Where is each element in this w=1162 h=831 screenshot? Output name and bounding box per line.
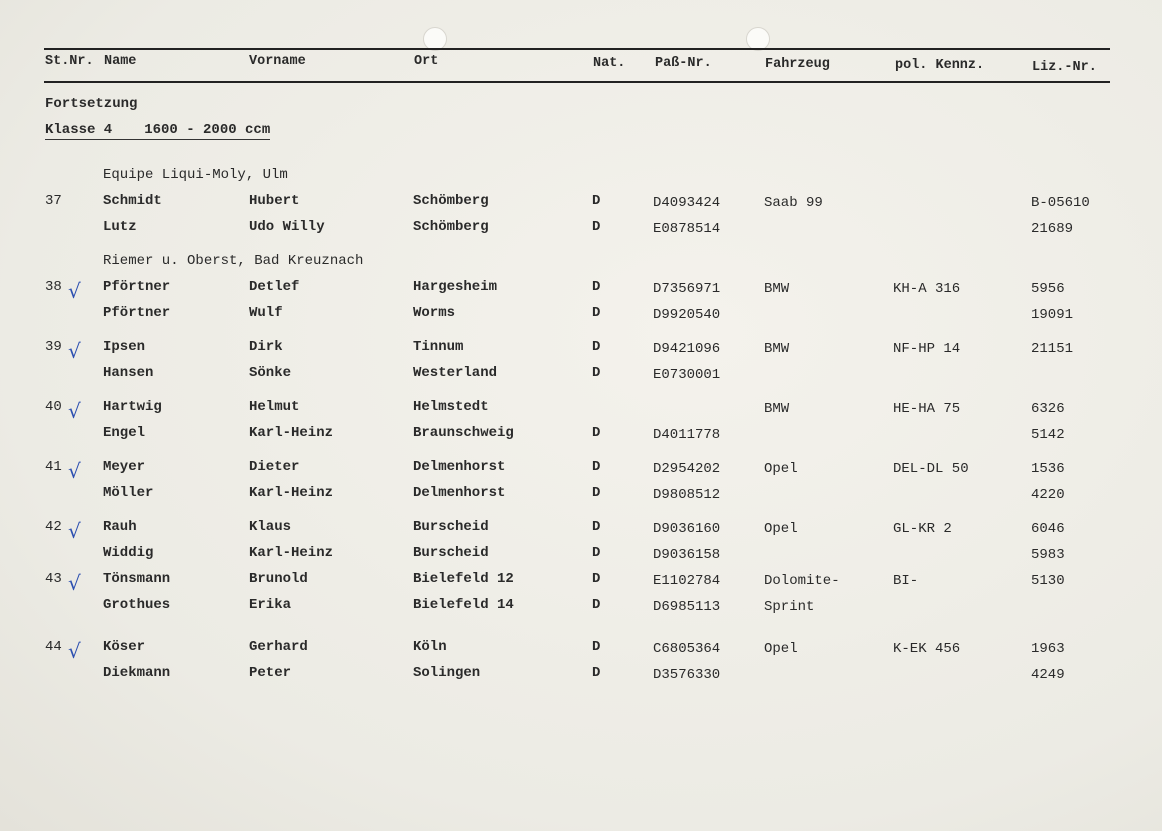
cell-fahrzeug: Sprint: [764, 599, 815, 615]
cell-nat: D: [592, 665, 601, 681]
cell-vorname: Detlef: [249, 279, 300, 295]
cell-liz: 5983: [1031, 547, 1065, 563]
cell-name: Ipsen: [103, 339, 146, 355]
cell-name: Engel: [103, 425, 146, 441]
cell-name: Grothues: [103, 597, 171, 613]
cell-vorname: Klaus: [249, 519, 292, 535]
cell-vorname: Peter: [249, 665, 292, 681]
cell-ort: Schömberg: [413, 219, 489, 235]
col-header-fahrzeug: Fahrzeug: [765, 57, 830, 72]
cell-pass: D9808512: [653, 487, 721, 503]
cell-vorname: Dirk: [249, 339, 283, 355]
cell-pass: C6805364: [653, 641, 721, 657]
cell-nat: D: [592, 305, 601, 321]
cell-liz: 4220: [1031, 487, 1065, 503]
cell-vorname: Dieter: [249, 459, 300, 475]
cell-liz: 4249: [1031, 667, 1065, 683]
cell-fahrzeug: BMW: [764, 341, 790, 357]
cell-nat: D: [592, 219, 601, 235]
cell-nat: D: [592, 571, 601, 587]
checkmark-icon: √: [68, 279, 81, 303]
cell-name: Diekmann: [103, 665, 171, 681]
checkmark-icon: √: [68, 339, 81, 363]
cell-nat: D: [592, 279, 601, 295]
cell-name: Schmidt: [103, 193, 162, 209]
cell-pass: D9036160: [653, 521, 721, 537]
cell-pass: D9421096: [653, 341, 721, 357]
cell-nat: D: [592, 459, 601, 475]
cell-pass: D9920540: [653, 307, 721, 323]
col-header-pass: Paß-Nr.: [655, 56, 712, 71]
cell-liz: 6046: [1031, 521, 1065, 537]
cell-ort: Tinnum: [413, 339, 464, 355]
checkmark-icon: √: [68, 639, 81, 663]
cell-ort: Solingen: [413, 665, 481, 681]
cell-name: Lutz: [103, 219, 137, 235]
cell-name: Widdig: [103, 545, 154, 561]
cell-nat: D: [592, 545, 601, 561]
header-bottom-rule: [44, 81, 1110, 83]
col-header-stnr: St.Nr.: [45, 54, 94, 69]
cell-fahrzeug: Saab 99: [764, 195, 823, 211]
cell-kennz: KH-A 316: [893, 281, 961, 297]
cell-kennz: GL-KR 2: [893, 521, 952, 537]
cell-pass: D2954202: [653, 461, 721, 477]
col-header-ort: Ort: [414, 54, 439, 69]
cell-liz: 5956: [1031, 281, 1065, 297]
cell-pass: D6985113: [653, 599, 721, 615]
cell-stnr: 44: [45, 639, 62, 655]
cell-liz: 1536: [1031, 461, 1065, 477]
cell-nat: D: [592, 425, 601, 441]
cell-stnr: 43: [45, 571, 62, 587]
cell-name: Möller: [103, 485, 154, 501]
cell-ort: Delmenhorst: [413, 459, 506, 475]
cell-fahrzeug: Opel: [764, 641, 798, 657]
cell-pass: E1102784: [653, 573, 721, 589]
continuation-label: Fortsetzung: [45, 96, 138, 112]
cell-kennz: DEL-DL 50: [893, 461, 969, 477]
cell-name: Hartwig: [103, 399, 162, 415]
cell-vorname: Sönke: [249, 365, 292, 381]
cell-ort: Helmstedt: [413, 399, 489, 415]
cell-vorname: Erika: [249, 597, 292, 613]
class-range: 1600 - 2000 ccm: [144, 122, 271, 138]
cell-ort: Schömberg: [413, 193, 489, 209]
class-heading: [45, 122, 270, 140]
col-header-name: Name: [104, 54, 137, 69]
cell-ort: Burscheid: [413, 519, 489, 535]
cell-name: Pförtner: [103, 279, 171, 295]
cell-pass: D3576330: [653, 667, 721, 683]
team-name: Riemer u. Oberst, Bad Kreuznach: [103, 253, 364, 269]
cell-stnr: 37: [45, 193, 62, 209]
cell-pass: E0730001: [653, 367, 721, 383]
col-header-nat: Nat.: [593, 56, 626, 71]
cell-nat: D: [592, 339, 601, 355]
col-header-vorname: Vorname: [249, 54, 306, 69]
cell-pass: D4093424: [653, 195, 721, 211]
cell-name: Meyer: [103, 459, 146, 475]
cell-pass: D4011778: [653, 427, 721, 443]
col-header-liz: Liz.-Nr.: [1032, 60, 1097, 75]
checkmark-icon: √: [68, 571, 81, 595]
cell-name: Tönsmann: [103, 571, 171, 587]
col-header-kennz: pol. Kennz.: [895, 58, 985, 73]
cell-fahrzeug: Opel: [764, 521, 798, 537]
cell-ort: Köln: [413, 639, 447, 655]
cell-stnr: 41: [45, 459, 62, 475]
cell-liz: 5130: [1031, 573, 1065, 589]
team-name: Equipe Liqui-Moly, Ulm: [103, 167, 288, 183]
cell-name: Pförtner: [103, 305, 171, 321]
checkmark-icon: √: [68, 519, 81, 543]
class-name: Klasse 4: [45, 122, 113, 138]
cell-vorname: Wulf: [249, 305, 283, 321]
cell-ort: Bielefeld 12: [413, 571, 514, 587]
cell-liz: 21151: [1031, 341, 1074, 357]
cell-pass: D9036158: [653, 547, 721, 563]
cell-ort: Delmenhorst: [413, 485, 506, 501]
cell-fahrzeug: Dolomite-: [764, 573, 840, 589]
cell-kennz: HE-HA 75: [893, 401, 961, 417]
cell-stnr: 42: [45, 519, 62, 535]
cell-nat: D: [592, 519, 601, 535]
cell-kennz: K-EK 456: [893, 641, 961, 657]
cell-vorname: Karl-Heinz: [249, 425, 334, 441]
checkmark-icon: √: [68, 399, 81, 423]
cell-liz: 1963: [1031, 641, 1065, 657]
cell-pass: D7356971: [653, 281, 721, 297]
cell-stnr: 38: [45, 279, 62, 295]
cell-stnr: 40: [45, 399, 62, 415]
cell-fahrzeug: Opel: [764, 461, 798, 477]
cell-ort: Braunschweig: [413, 425, 514, 441]
cell-ort: Hargesheim: [413, 279, 498, 295]
cell-liz: 19091: [1031, 307, 1074, 323]
cell-vorname: Brunold: [249, 571, 308, 587]
cell-liz: 21689: [1031, 221, 1074, 237]
cell-vorname: Udo Willy: [249, 219, 325, 235]
cell-fahrzeug: BMW: [764, 401, 790, 417]
cell-ort: Bielefeld 14: [413, 597, 514, 613]
cell-vorname: Karl-Heinz: [249, 545, 334, 561]
cell-nat: D: [592, 193, 601, 209]
cell-kennz: NF-HP 14: [893, 341, 961, 357]
cell-vorname: Karl-Heinz: [249, 485, 334, 501]
cell-nat: D: [592, 365, 601, 381]
cell-ort: Westerland: [413, 365, 498, 381]
cell-vorname: Helmut: [249, 399, 300, 415]
cell-vorname: Gerhard: [249, 639, 308, 655]
cell-name: Rauh: [103, 519, 137, 535]
cell-ort: Burscheid: [413, 545, 489, 561]
cell-fahrzeug: BMW: [764, 281, 790, 297]
cell-nat: D: [592, 485, 601, 501]
cell-liz: 5142: [1031, 427, 1065, 443]
header-top-rule: [44, 48, 1110, 50]
cell-nat: D: [592, 597, 601, 613]
cell-ort: Worms: [413, 305, 456, 321]
cell-nat: D: [592, 639, 601, 655]
checkmark-icon: √: [68, 459, 81, 483]
cell-stnr: 39: [45, 339, 62, 355]
cell-liz: 6326: [1031, 401, 1065, 417]
cell-vorname: Hubert: [249, 193, 300, 209]
cell-liz: B-05610: [1031, 195, 1090, 211]
cell-name: Köser: [103, 639, 146, 655]
cell-pass: E0878514: [653, 221, 721, 237]
cell-kennz: BI-: [893, 573, 919, 589]
cell-name: Hansen: [103, 365, 154, 381]
